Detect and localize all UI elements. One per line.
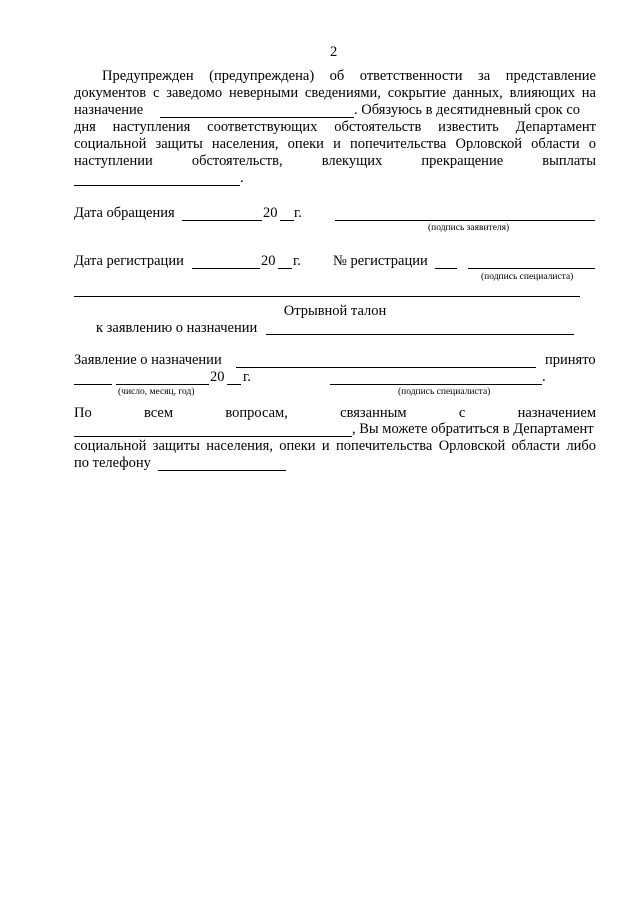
registration-year-blank[interactable]: [278, 268, 292, 269]
tear-off-period: .: [542, 369, 546, 385]
tear-off-subtitle-blank[interactable]: [266, 334, 574, 335]
page-number: 2: [330, 44, 338, 60]
application-date-blank[interactable]: [182, 220, 262, 221]
tear-off-subtitle: к заявлению о назначении: [96, 320, 258, 336]
specialist-signature-caption: (подпись специалиста): [481, 272, 574, 282]
accepted-day-blank[interactable]: [74, 384, 112, 385]
statement-label: Заявление о назначении: [74, 352, 222, 368]
warning-line-2: документов с заведомо неверными сведениями, сокрытие данных, влияющих на: [74, 85, 596, 101]
warning-line-3-start: назначение: [74, 102, 144, 118]
warning-line-6: наступлении обстоятельств, влекущих прекращение выплаты: [74, 153, 596, 169]
contact-line-3: социальной защиты населения, опеки и попечительства Орловской области либо: [74, 438, 596, 454]
warning-line-4: дня наступления соответствующих обстоятельств известить Департамент: [74, 119, 596, 135]
registration-number-label: № регистрации: [333, 253, 428, 269]
accepted-year-suffix: г.: [243, 369, 251, 385]
application-date-label: Дата обращения: [74, 205, 175, 221]
contact-line-2-end: , Вы можете обратиться в Департамент: [352, 421, 594, 437]
payment-blank[interactable]: [74, 185, 240, 186]
contact-line-1: По всем вопросам, связанным с назначением: [74, 405, 596, 421]
tear-off-signature-line[interactable]: [330, 384, 542, 385]
registration-date-blank[interactable]: [192, 268, 260, 269]
warning-line-5: социальной защиты населения, опеки и попечительства Орловской области о: [74, 136, 596, 152]
application-year-blank[interactable]: [280, 220, 294, 221]
phone-blank[interactable]: [158, 470, 286, 471]
application-year-prefix: 20: [263, 205, 278, 221]
tear-off-signature-caption: (подпись специалиста): [398, 387, 491, 397]
tear-off-divider: [74, 296, 580, 297]
applicant-signature-line[interactable]: [335, 220, 595, 221]
contact-line-4-start: по телефону: [74, 455, 151, 471]
warning-line-1: Предупрежден (предупреждена) об ответственности за представление: [102, 68, 596, 84]
accepted-month-blank[interactable]: [116, 384, 209, 385]
warning-line-7-end: .: [240, 170, 244, 186]
applicant-signature-caption: (подпись заявителя): [428, 223, 510, 233]
statement-blank[interactable]: [236, 367, 536, 368]
registration-year-prefix: 20: [261, 253, 276, 269]
registration-date-label: Дата регистрации: [74, 253, 184, 269]
assignment-blank[interactable]: [160, 117, 354, 118]
registration-number-blank[interactable]: [435, 268, 457, 269]
accepted-year-blank[interactable]: [227, 384, 241, 385]
accepted-year-prefix: 20: [210, 369, 225, 385]
accepted-word: принято: [545, 352, 596, 368]
date-caption: (число, месяц, год): [118, 387, 195, 397]
application-year-suffix: г.: [294, 205, 302, 221]
contact-subject-blank[interactable]: [74, 436, 352, 437]
specialist-signature-line[interactable]: [468, 268, 595, 269]
warning-line-3-end: . Обязуюсь в десятидневный срок со: [354, 102, 581, 118]
tear-off-title: Отрывной талон: [283, 303, 387, 319]
registration-year-suffix: г.: [293, 253, 301, 269]
